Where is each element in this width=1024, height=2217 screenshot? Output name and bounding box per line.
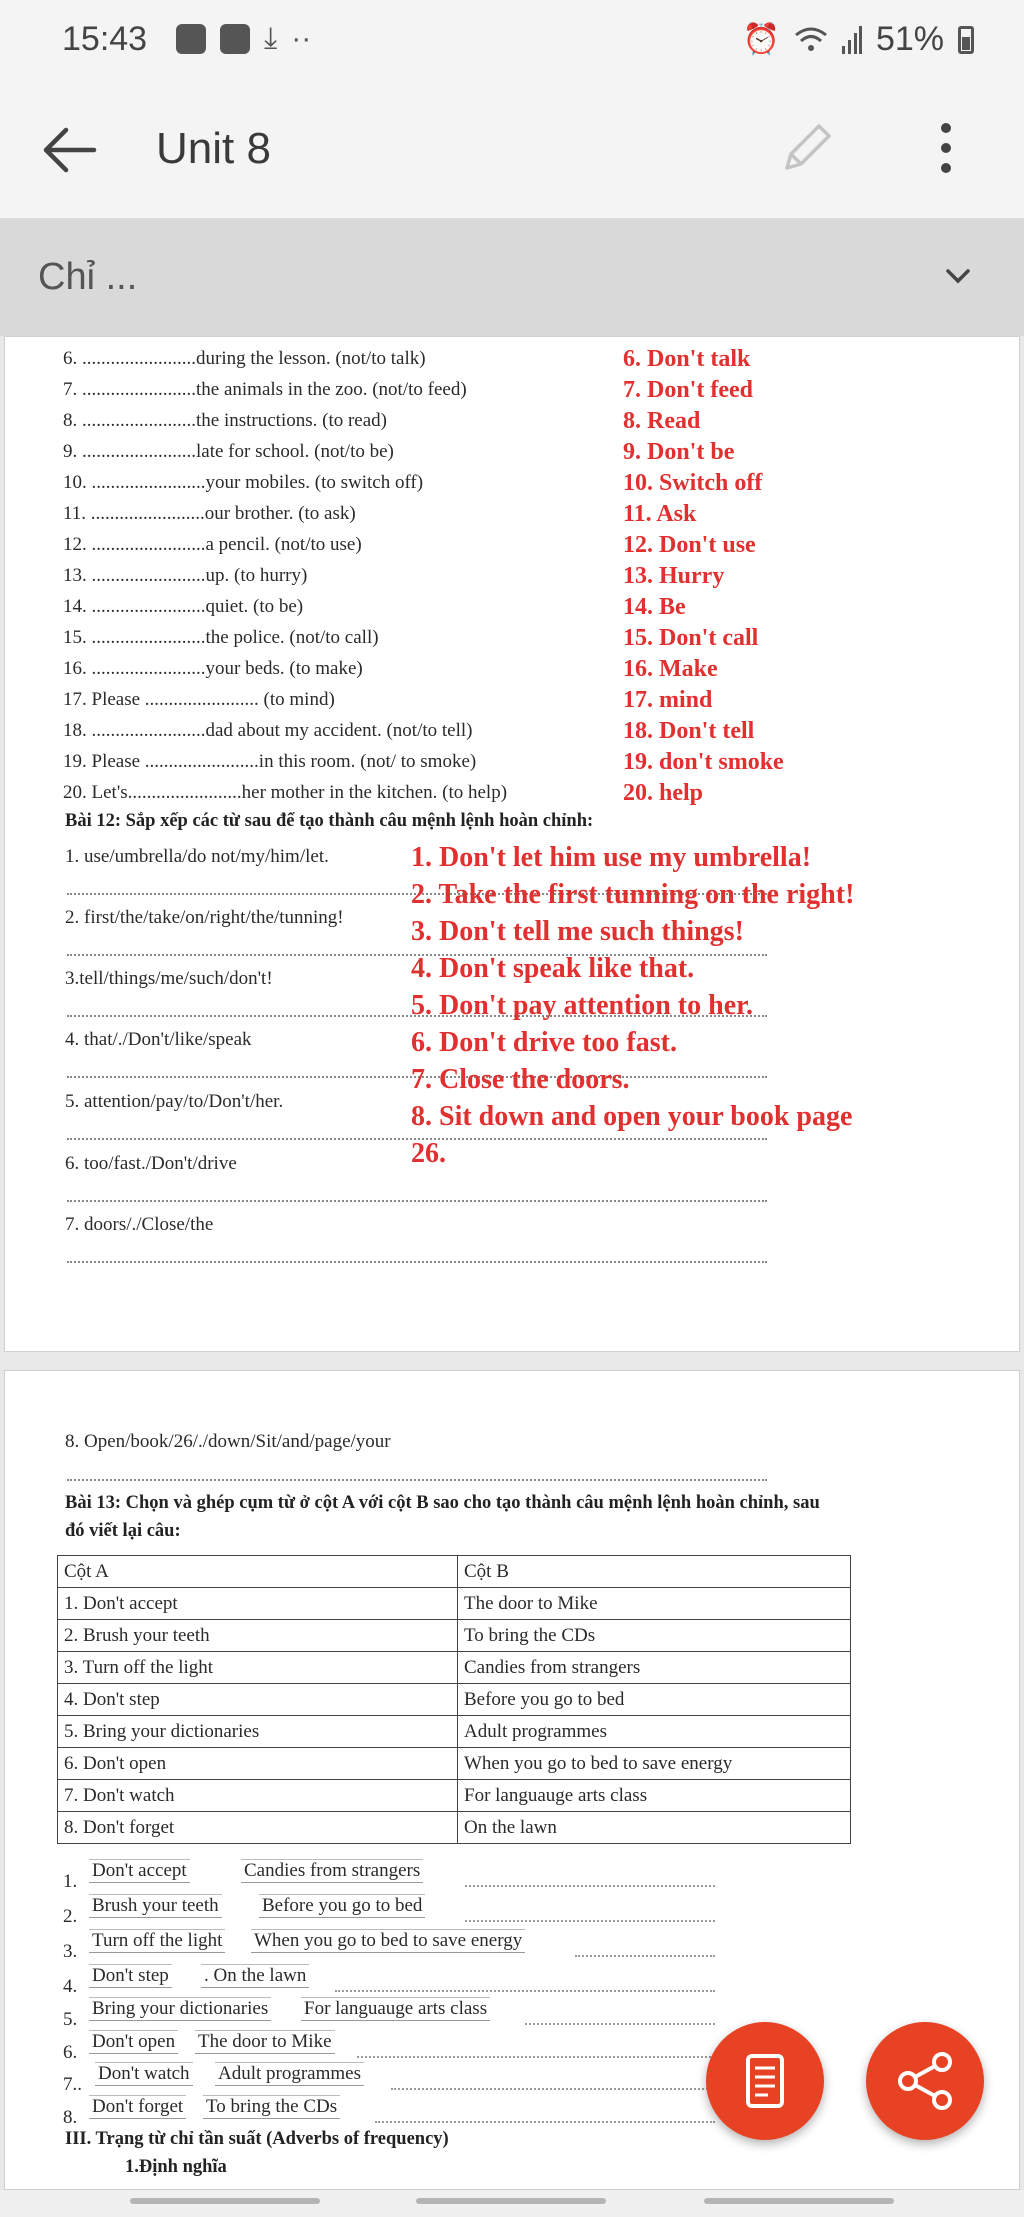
answer-text: 7. Close the doors. <box>411 1064 630 1095</box>
wifi-icon <box>794 25 828 55</box>
answer-text: 9. Don't be <box>623 439 735 465</box>
download-icon: ⤓ <box>264 22 278 55</box>
answer-dots <box>525 2023 715 2025</box>
table-header: Cột A <box>58 1556 458 1588</box>
answer-text: 7. Don't feed <box>623 377 753 403</box>
table-cell: 6. Don't open <box>58 1748 458 1780</box>
answer-text: 10. Switch off <box>623 470 763 496</box>
table-header: Cột B <box>458 1556 851 1588</box>
table-cell: Before you go to bed <box>458 1684 851 1716</box>
answer-text: 14. Be <box>623 594 686 620</box>
match-b: . On the lawn <box>201 1964 309 1988</box>
back-button[interactable] <box>38 118 102 182</box>
share-icon <box>866 2022 984 2140</box>
exercise-line: 14. ........................quiet. (to be) <box>63 596 304 617</box>
answer-text: 3. Don't tell me such things! <box>411 916 744 947</box>
edit-button[interactable] <box>775 116 839 180</box>
table-cell: When you go to bed to save energy <box>458 1748 851 1780</box>
table-header-row <box>58 1556 851 1588</box>
exercise-13-heading: Bài 13: Chọn và ghép cụm từ ở cột A với cột B sao cho tạo thành câu mệnh lệnh hoàn chỉnh, sau <box>65 1493 820 1513</box>
answer-dots <box>335 1990 715 1992</box>
section-heading: III. Trạng từ chỉ tần suất (Adverbs of frequency) <box>65 2129 449 2149</box>
match-number: 1. <box>63 1871 78 1892</box>
match-table <box>57 1555 851 1844</box>
match-b: Before you go to bed <box>259 1894 425 1918</box>
section-label: Chỉ ... <box>38 256 138 298</box>
table-cell: 8. Don't forget <box>58 1812 458 1844</box>
battery-icon <box>958 26 974 54</box>
answer-text: 1. Don't let him use my umbrella! <box>411 842 812 873</box>
zalo-icon <box>176 24 206 54</box>
gallery-icon <box>220 24 250 54</box>
exercise-line: 16. ........................your beds. (to make) <box>63 658 363 679</box>
answer-text: 4. Don't speak like that. <box>411 953 695 984</box>
status-bar <box>0 0 1024 80</box>
cropped-line <box>205 336 485 339</box>
table-cell: 4. Don't step <box>58 1684 458 1716</box>
answer-text: 19. don't smoke <box>623 749 784 775</box>
battery-percent: 51% <box>875 20 944 58</box>
exercise-line: 10. ........................your mobiles. (to switch off) <box>63 472 424 493</box>
answer-text: 15. Don't call <box>623 625 759 651</box>
table-cell: To bring the CDs <box>458 1620 851 1652</box>
answer-text: 8. Read <box>623 408 701 434</box>
answer-text: 20. help <box>623 780 704 806</box>
exercise-12-heading: Bài 12: Sắp xếp các từ sau để tạo thành câu mệnh lệnh hoàn chỉnh: <box>65 811 594 831</box>
table-cell: Adult programmes <box>458 1716 851 1748</box>
answer-text: 6. Don't talk <box>623 346 751 372</box>
match-number: 6. <box>63 2042 78 2063</box>
match-a: Bring your dictionaries <box>89 1997 271 2021</box>
table-row <box>58 1716 851 1748</box>
status-time: 15:43 <box>62 20 148 58</box>
document-page-1 <box>4 336 1020 1352</box>
exercise-line: 11. ........................our brother. (to ask) <box>63 503 356 524</box>
answer-text: 11. Ask <box>623 501 697 527</box>
table-row <box>58 1748 851 1780</box>
exercise-line: 8. ........................the instructions. (to read) <box>63 410 388 431</box>
notification-icons <box>176 22 311 56</box>
question-line: 3.tell/things/me/such/don't! <box>65 968 273 989</box>
table-cell: For languauge arts class <box>458 1780 851 1812</box>
match-number: 5. <box>63 2009 78 2030</box>
exercise-line: 17. Please ........................ (to mind) <box>63 689 335 710</box>
answer-text: 18. Don't tell <box>623 718 755 744</box>
question-line: 2. first/the/take/on/right/the/tunning! <box>65 907 344 928</box>
table-cell: 7. Don't watch <box>58 1780 458 1812</box>
answer-dots <box>391 2088 715 2090</box>
match-a: Don't open <box>89 2030 178 2054</box>
exercise-line: 6. ........................during the lesson. (not/to talk) <box>63 348 426 369</box>
match-a: Turn off the light <box>89 1929 225 1953</box>
table-row <box>58 1684 851 1716</box>
question-line: 8. Open/book/26/./down/Sit/and/page/your <box>65 1431 391 1452</box>
table-cell: On the lawn <box>458 1812 851 1844</box>
alarm-icon: ⏰ <box>742 23 780 56</box>
more-notifications-icon: ·· <box>291 22 312 55</box>
table-row <box>58 1780 851 1812</box>
answer-text: 17. mind <box>623 687 713 713</box>
answer-text: 13. Hurry <box>623 563 725 589</box>
match-a: Don't forget <box>89 2095 186 2119</box>
answer-dots <box>67 1200 767 1202</box>
answer-dots <box>375 2121 715 2123</box>
exercise-line: 13. ........................up. (to hurry) <box>63 565 308 586</box>
back-arrow-icon <box>38 118 102 182</box>
match-number: 8. <box>63 2107 78 2128</box>
table-cell: 5. Bring your dictionaries <box>58 1716 458 1748</box>
answer-text: 6. Don't drive too fast. <box>411 1027 677 1058</box>
exercise-line: 9. ........................late for school. (not/to be) <box>63 441 394 462</box>
answer-text: 5. Don't pay attention to her. <box>411 990 753 1021</box>
signal-icon <box>842 26 862 54</box>
app-bar <box>0 80 1024 218</box>
answer-dots <box>465 1885 715 1887</box>
nav-recents[interactable] <box>130 2198 320 2204</box>
notes-icon <box>706 2022 824 2140</box>
chevron-down-icon <box>940 258 976 294</box>
match-number: 7.. <box>63 2074 82 2095</box>
question-line: 6. too/fast./Don't/drive <box>65 1153 237 1174</box>
match-b: For languauge arts class <box>301 1997 490 2021</box>
match-a: Don't watch <box>95 2062 193 2086</box>
nav-home[interactable] <box>416 2198 606 2204</box>
question-line: 4. that/./Don't/like/speak <box>65 1029 252 1050</box>
match-b: When you go to bed to save energy <box>251 1929 525 1953</box>
answer-text: 26. <box>411 1138 446 1169</box>
nav-back[interactable] <box>704 2198 894 2204</box>
match-b: Candies from strangers <box>241 1859 423 1883</box>
match-a: Brush your teeth <box>89 1894 222 1918</box>
system-nav-bar <box>0 2190 1024 2217</box>
match-number: 2. <box>63 1906 78 1927</box>
match-b: To bring the CDs <box>203 2095 340 2119</box>
table-row <box>58 1588 851 1620</box>
table-cell: The door to Mike <box>458 1588 851 1620</box>
answer-dots <box>465 1920 715 1922</box>
question-line: 1. use/umbrella/do not/my/him/let. <box>65 846 329 867</box>
table-row <box>58 1652 851 1684</box>
answer-text: 2. Take the first tunning on the right! <box>411 879 855 910</box>
exercise-line: 18. ........................dad about my accident. (not/to tell) <box>63 720 473 741</box>
table-cell: Candies from strangers <box>458 1652 851 1684</box>
table-cell: 2. Brush your teeth <box>58 1620 458 1652</box>
exercise-line: 12. ........................a pencil. (not/to use) <box>63 534 362 555</box>
exercise-line: 7. ........................the animals in the zoo. (not/to feed) <box>63 379 467 400</box>
exercise-line: 19. Please ........................in this room. (not/ to smoke) <box>63 751 477 772</box>
answer-dots <box>357 2056 715 2058</box>
table-cell: 3. Turn off the light <box>58 1652 458 1684</box>
share-button[interactable] <box>866 2022 984 2140</box>
question-line: 7. doors/./Close/the <box>65 1214 214 1235</box>
answer-dots <box>67 1261 767 1263</box>
table-row <box>58 1620 851 1652</box>
table-row <box>58 1812 851 1844</box>
section-selector[interactable] <box>0 218 1024 336</box>
more-options-button[interactable] <box>924 116 968 180</box>
answer-dots <box>575 1955 715 1957</box>
match-number: 3. <box>63 1941 78 1962</box>
answer-text: 16. Make <box>623 656 718 682</box>
page-title: Unit 8 <box>156 124 271 173</box>
answer-text: 8. Sit down and open your book page <box>411 1101 853 1132</box>
exercise-13-heading: đó viết lại câu: <box>65 1521 181 1541</box>
match-a: Don't step <box>89 1964 172 1988</box>
match-number: 4. <box>63 1976 78 1997</box>
exercise-line: 15. ........................the police. (not/to call) <box>63 627 379 648</box>
section-subheading: 1.Định nghĩa <box>125 2157 227 2177</box>
answer-text: 12. Don't use <box>623 532 756 558</box>
question-line: 5. attention/pay/to/Don't/her. <box>65 1091 284 1112</box>
notes-button[interactable] <box>706 2022 824 2140</box>
exercise-line: 20. Let's........................her mother in the kitchen. (to help) <box>63 782 508 803</box>
match-b: The door to Mike <box>195 2030 335 2054</box>
match-b: Adult programmes <box>215 2062 364 2086</box>
match-a: Don't accept <box>89 1859 190 1883</box>
more-vert-icon <box>924 116 968 180</box>
table-cell: 1. Don't accept <box>58 1588 458 1620</box>
edit-pencil-icon <box>775 116 839 180</box>
answer-dots <box>67 1479 767 1481</box>
status-right <box>743 20 974 59</box>
